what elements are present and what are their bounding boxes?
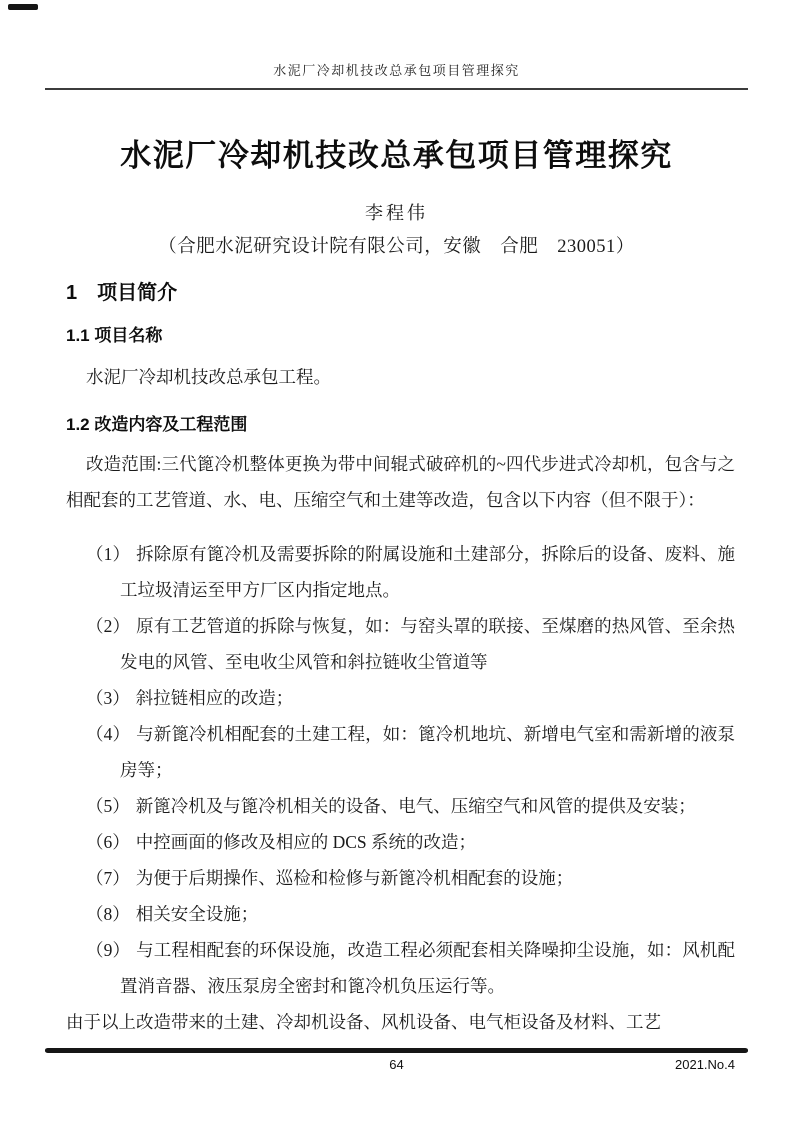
article-title: 水泥厂冷却机技改总承包项目管理探究	[120, 138, 673, 173]
list-item	[86, 824, 735, 860]
running-header-title: 水泥厂冷却机技改总承包项目管理探究	[273, 63, 520, 78]
author-affiliation: （合肥水泥研究设计院有限公司，安徽 合肥 230051）	[158, 237, 635, 257]
section-heading-1: 1 项目简介	[66, 282, 178, 304]
list-item-text: 原有工艺管道的拆除与恢复，如：与窑头罩的联接、至煤磨的热风管、至余热发电的风管、至电收尘风管和斜拉链收尘管道等	[120, 615, 736, 672]
scope-item-list	[66, 536, 735, 1004]
section-heading-1-2: 1.2 改造内容及工程范围	[66, 415, 248, 434]
list-item-text: 新篦冷机及与篦冷机相关的设备、电气、压缩空气和风管的提供及安装；	[135, 795, 696, 816]
page-number: 64	[389, 1057, 404, 1072]
list-item-marker: （2）	[86, 615, 131, 636]
list-item	[86, 896, 735, 932]
author-name: 李程伟	[365, 203, 428, 223]
issue-number: 2021.No.4	[675, 1057, 735, 1072]
page-footer	[45, 1048, 748, 1075]
list-item	[86, 680, 735, 716]
list-item-marker: （3）	[86, 687, 130, 708]
list-item	[86, 608, 736, 680]
section-heading-1-1: 1.1 项目名称	[66, 326, 163, 345]
paragraph-project-name: 水泥厂冷却机技改总承包工程。	[86, 367, 331, 387]
list-item-marker: （6）	[86, 831, 130, 852]
list-item	[86, 788, 735, 824]
list-item-marker: （5）	[86, 795, 130, 816]
list-item-marker: （1）	[86, 543, 131, 564]
list-item-marker: （7）	[86, 867, 130, 888]
article-body	[0, 280, 793, 1040]
list-item-marker: （8）	[86, 903, 130, 924]
footer-rule	[45, 1048, 748, 1053]
list-item-text: 斜拉链相应的改造；	[135, 687, 294, 708]
list-item-text: 中控画面的修改及相应的 DCS 系统的改造；	[135, 831, 477, 852]
paragraph-closing: 由于以上改造带来的土建、冷却机设备、风机设备、电气柜设备及材料、工艺	[66, 1011, 661, 1032]
list-item-text: 拆除原有篦冷机及需要拆除的附属设施和土建部分，拆除后的设备、废料、施工垃圾清运至甲方厂区内指定地点。	[120, 543, 736, 600]
list-item-marker: （4）	[86, 723, 131, 744]
scan-artifact	[8, 4, 38, 10]
list-item-text: 与新篦冷机相配套的土建工程，如：篦冷机地坑、新增电气室和需新增的液泵房等；	[120, 723, 736, 780]
list-item-marker: （9）	[86, 939, 131, 960]
paragraph-scope-intro: 改造范围:三代篦冷机整体更换为带中间辊式破碎机的~四代步进式冷却机，包含与之相配套的工艺管道、水、电、压缩空气和土建等改造，包含以下内容（但不限于）：	[66, 454, 735, 510]
list-item-text: 与工程相配套的环保设施，改造工程必须配套相关降噪抑尘设施，如：风机配置消音器、液压泵房全密封和篦冷机负压运行等。	[120, 939, 736, 996]
list-item-text: 相关安全设施；	[135, 903, 259, 924]
list-item	[86, 716, 736, 788]
list-item-text: 为便于后期操作、巡检和检修与新篦冷机相配套的设施；	[135, 867, 574, 888]
header-rule	[45, 88, 748, 90]
list-item	[86, 932, 736, 1004]
list-item	[86, 536, 736, 608]
list-item	[86, 860, 735, 896]
footer-row	[45, 1057, 748, 1075]
